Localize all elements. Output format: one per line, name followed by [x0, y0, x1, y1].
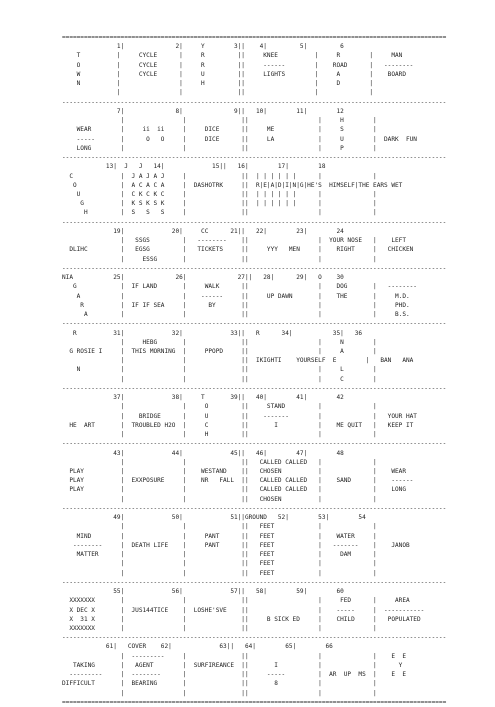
puzzle-line: 37| 38| T 39|| 40| 41| 42 — [62, 394, 344, 402]
puzzle-line: | | || | | — [62, 89, 374, 97]
puzzle-line: ========================================================================================================= — [62, 698, 447, 706]
puzzle-line: LONG | | || | P | — [62, 144, 377, 152]
puzzle-line: --------- | -------- | || ----- | AR UP MS | E E — [62, 671, 406, 679]
puzzle-line: HE ART | TROUBLED H2O | C || I | ME QUIT | KEEP IT — [62, 421, 414, 429]
puzzle-line: T | CYCLE | R || KNEE | R | MAN — [62, 52, 403, 60]
puzzle-line: -------- | DEATH LIFE | PANT || FEET | ------- | JANOB — [62, 541, 410, 549]
puzzle-line: | | || | C | — [62, 375, 377, 383]
puzzle-line: --------------------------------------------------------------------------------------------------------- — [62, 98, 447, 106]
puzzle-line: N | | H || | D | — [62, 80, 374, 88]
puzzle-line: O | A C A C A | DASHOTRK || R|E|A|D|I|N|G|HE'S HIMSELF|THE EARS WET — [62, 181, 403, 189]
puzzle-line: 61| COVER 62| 63|| 64| 65| 66 — [62, 643, 333, 651]
puzzle-line: | SSGS | -------- || | YOUR NOSE | LEFT — [62, 237, 406, 245]
puzzle-line: NIA 25| 26| 27|| 28| 29| O 30 — [62, 274, 344, 282]
puzzle-line: A | | ------ || UP DAWN | THE | M.D. — [62, 292, 410, 300]
puzzle-line: MIND | | PANT || FEET | WATER | — [62, 532, 377, 540]
puzzle-line: R 31| 32| 33|| R 34| 35| 36 — [62, 329, 363, 337]
puzzle-line: 43| 44| 45|| 46| 47| 48 — [62, 449, 344, 457]
puzzle-line: PLAY | | || CALLED CALLED | | LONG — [62, 486, 406, 494]
puzzle-line: | | || FEET | | — [62, 523, 377, 531]
puzzle-line: --------------------------------------------------------------------------------------------------------- — [62, 440, 447, 448]
puzzle-line: --------------------------------------------------------------------------------------------------------- — [62, 320, 447, 328]
puzzle-line: X DEC X | JUS144TICE | LOSHE'SVE || | ----- | ----------- — [62, 606, 425, 614]
puzzle-line: G | IF LAND | WALK || | DOG | -------- — [62, 283, 417, 291]
puzzle-line: | | || FEET | | — [62, 560, 377, 568]
puzzle-line: 1| 2| Y 3|| 4| 5| 6 — [62, 43, 344, 51]
puzzle-line: | BRIDGE | U || ------- | | YOUR HAT — [62, 412, 417, 420]
puzzle-line: WEAR | ii ii | DICE || ME | S | — [62, 126, 377, 134]
puzzle-line: --------------------------------------------------------------------------------------------------------- — [62, 384, 447, 392]
puzzle-line: 55| 56| 57|| 58| 59| 60 — [62, 588, 344, 596]
puzzle-line: DLIHC | EGSG | TICKETS || YYY MEN | RIGHT | CHICKEN — [62, 246, 414, 254]
puzzle-line: W | CYCLE | U || LIGHTS | A | BOARD — [62, 70, 406, 78]
puzzle-line: XXXXXXX | | || | | — [62, 625, 377, 632]
puzzle-line: C | J A J A J | || | | | | | | | | — [62, 172, 377, 180]
puzzle-line: G ROSIE I | THIS MORNING | PPOPD || | A | — [62, 347, 377, 355]
puzzle-line: 13| J J 14| 15|| 16| 17| 18 — [62, 163, 326, 171]
rebus-puzzle-grid — [62, 33, 446, 707]
puzzle-line: | | || IKIGHTI YOURSELF E | BAN ANA — [62, 357, 414, 365]
puzzle-line: 49| 50| 51||GROUND 52| 53| 54 — [62, 514, 366, 522]
puzzle-line: | | || CALLED CALLED | | — [62, 458, 377, 466]
puzzle-line: --------------------------------------------------------------------------------------------------------- — [62, 264, 447, 272]
puzzle-line: PLAY | EXXPOSURE | NR FALL || CALLED CALLED | SAND | ------ — [62, 477, 414, 485]
puzzle-line: --------------------------------------------------------------------------------------------------------- — [62, 634, 447, 642]
puzzle-line: PLAY | | WESTAND || CHOSEN | | WEAR — [62, 468, 406, 476]
puzzle-line: --------------------------------------------------------------------------------------------------------- — [62, 218, 447, 226]
puzzle-line: ----- | O O | DICE || LA | U | DARK FUN — [62, 135, 417, 143]
puzzle-line: | | || | | — [62, 689, 377, 697]
puzzle-line: H | S S S | || | | — [62, 209, 377, 217]
puzzle-line: MATTER | | || FEET | DAM | — [62, 551, 377, 559]
puzzle-line: XXXXXXX | | || | FED | AREA — [62, 597, 410, 605]
puzzle-line: 19| 20| CC 21|| 22| 23| 24 — [62, 227, 344, 235]
puzzle-line: DIFFICULT | BEARING | || 8 | | — [62, 680, 377, 688]
puzzle-line: | | || | H | — [62, 117, 377, 125]
puzzle-line: ========================================================================================================= — [62, 34, 447, 41]
puzzle-line: | | || CHOSEN | | — [62, 495, 377, 503]
puzzle-line: 7| 8| 9|| 10| 11| 12 — [62, 107, 344, 115]
puzzle-line: | --------- | || | | E E — [62, 652, 406, 660]
puzzle-line: --------------------------------------------------------------------------------------------------------- — [62, 578, 447, 586]
puzzle-line: A | | || | | B.S. — [62, 311, 410, 319]
puzzle-line: N | | || | L | — [62, 366, 377, 374]
puzzle-line: X 31 X | | || B SICK ED | CHILD | POPULATED — [62, 615, 421, 623]
puzzle-line: | | H || | | — [62, 431, 377, 439]
puzzle-line: O | CYCLE | R || ------ | ROAD | -------- — [62, 61, 414, 69]
puzzle-line: --------------------------------------------------------------------------------------------------------- — [62, 154, 447, 162]
puzzle-line: | | O || STAND | | — [62, 403, 377, 411]
puzzle-line: | HEBG | || | N | — [62, 338, 377, 346]
puzzle-line: U | C K C K C | || | | | | | | | | — [62, 190, 377, 198]
puzzle-line: R | IF IF SEA | BY || | | PHD. — [62, 301, 410, 309]
puzzle-line: | ESSG | || | | — [62, 255, 377, 263]
puzzle-line: TAKING | AGENT | SURFIREANCE || I | | Y — [62, 661, 403, 669]
puzzle-line: --------------------------------------------------------------------------------------------------------- — [62, 504, 447, 512]
puzzle-line: G | K S K S K | || | | | | | | | | — [62, 200, 377, 208]
puzzle-line: | | || FEET | | — [62, 569, 377, 577]
